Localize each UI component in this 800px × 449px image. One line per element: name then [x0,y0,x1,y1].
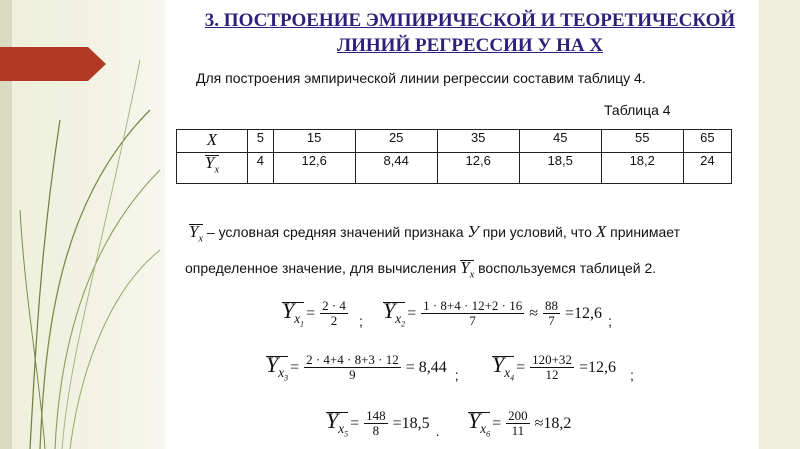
formula-5: $Y_{x_5}$ = $\frac{148}{8}$ =18,5 . [326,408,440,440]
y-cell: 4 [248,153,274,184]
x-cell: 25 [355,130,437,153]
right-decor-panel [759,0,800,449]
formula-2: $Y_{x_2}$ = $\frac{1 \cdot 8+4 \cdot 12+2 \cdot 16}{7}$ ≈ $\frac{88}{7}$ =12,6 ; [383,298,612,330]
intro-text: Для построения эмпирической линии регрессии составим таблицу 4. [196,70,646,86]
table-row-x [177,130,732,153]
y-cell: 24 [683,153,731,184]
row-y-label: $Y_x$ [177,153,248,184]
table-caption: Таблица 4 [604,102,671,118]
y-bar-symbol: $Y_x$ [460,258,475,281]
title-line-1: 3. ПОСТРОЕНИЕ ЭМПИРИЧЕСКОЙ И ТЕОРЕТИЧЕСКОЙ [204,10,736,31]
x-cell: 45 [519,130,601,153]
table-row-y [177,153,732,184]
formula-4: $Y_{x_4}$ = $\frac{120+32}{12}$ =12,6 ; [492,352,634,384]
arrow-flag-icon [0,47,106,81]
row-x-label: X [177,130,248,153]
x-cell: 35 [437,130,519,153]
formula-1: $Y_{x_1}$ = $\frac{2 \cdot 4}{2}$ ; [282,298,363,330]
data-table [176,129,732,184]
x-cell: 5 [248,130,274,153]
title-line-2: ЛИНИЙ РЕГРЕССИИ У НА Х [336,35,604,56]
y-cell: 18,5 [519,153,601,184]
x-cell: 15 [273,130,355,153]
y-cell: 12,6 [273,153,355,184]
definition-line-1: $Y_x$ – условная средняя значений признака У при условий, что X принимает [189,222,681,245]
formula-6: $Y_{x_6}$ = $\frac{200}{11}$ ≈18,2 [468,408,572,440]
definition-line-2: определенное значение, для вычисления $Y_x$ воспользуемся таблицей 2. [185,258,657,281]
y-bar-symbol: $Y_x$ [189,222,203,245]
x-cell: 65 [683,130,731,153]
x-cell: 55 [601,130,683,153]
y-cell: 8,44 [355,153,437,184]
y-cell: 12,6 [437,153,519,184]
formula-3: $Y_{x_3}$ = $\frac{2 \cdot 4+4 \cdot 8+3 \cdot 12}{9}$ = 8,44 ; [266,352,459,384]
y-cell: 18,2 [601,153,683,184]
